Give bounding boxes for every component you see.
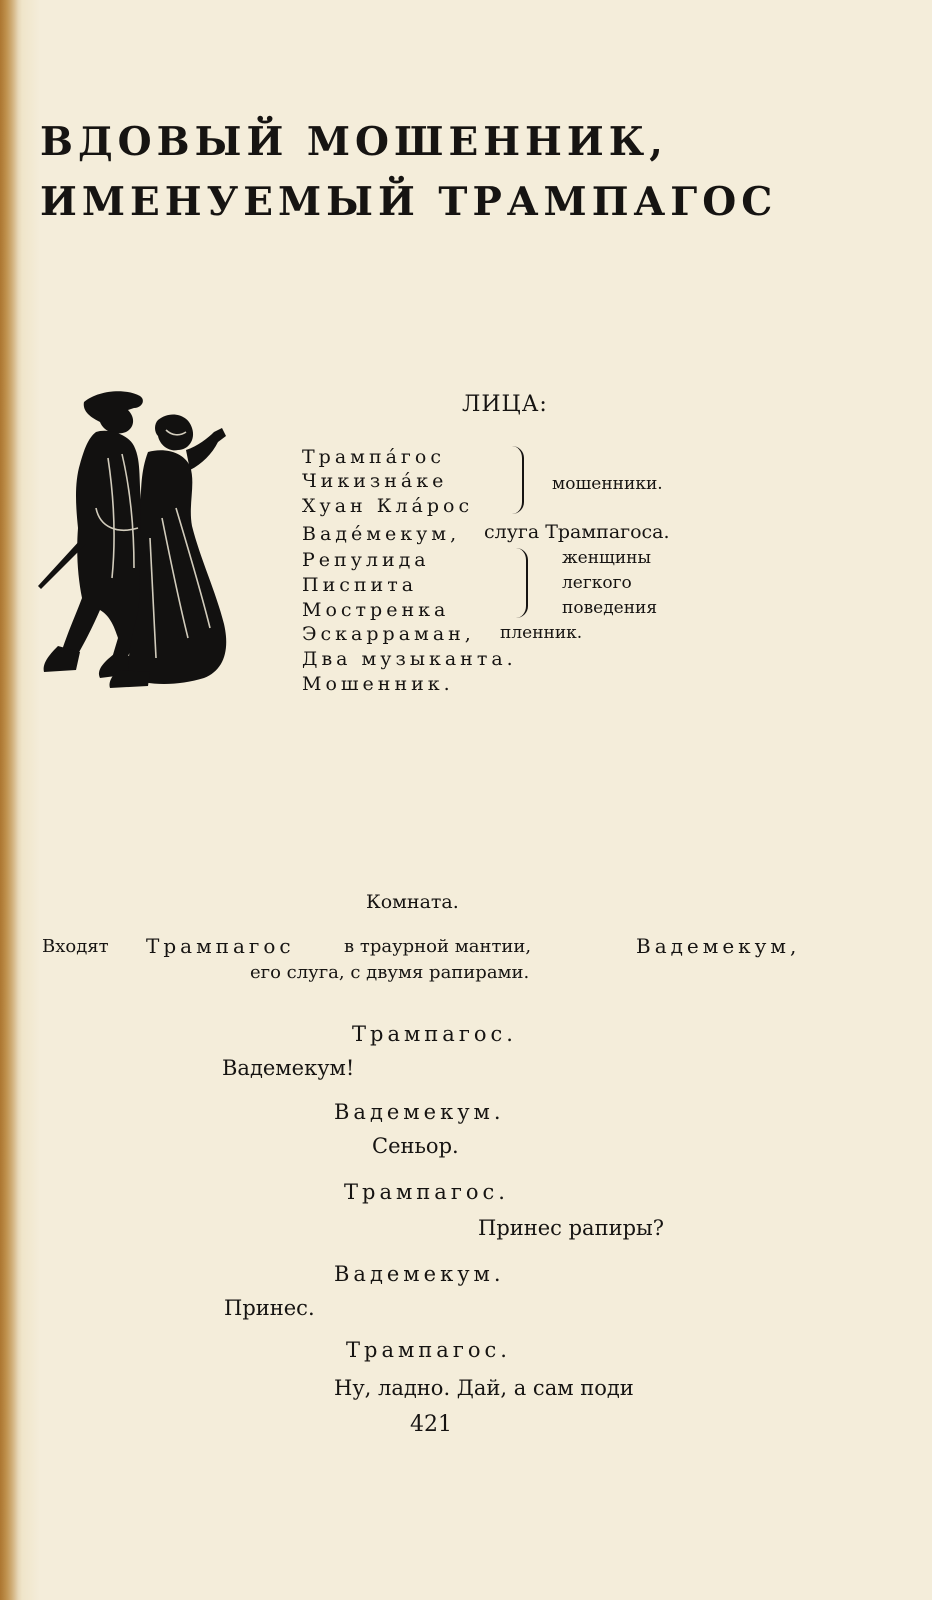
dramatis-personae-heading: ЛИЦА:	[462, 392, 548, 417]
line-brought: Принес.	[224, 1296, 315, 1320]
title-line-2: ИМЕНУЕМЫЙ ТРАМПАГОС	[40, 179, 778, 225]
vademekum-note: слуга Трампагоса.	[484, 521, 670, 543]
line-senor: Сеньор.	[372, 1134, 459, 1158]
character-rogue: Мошенник.	[302, 673, 454, 695]
stage-direction-trampagos: Трампагос	[146, 934, 295, 958]
character-juan-klaros: Хуан Кла́рос	[302, 495, 474, 517]
stage-direction-servant: его слуга, с двумя рапирами.	[250, 962, 530, 983]
line-well-give: Ну, ладно. Дай, а сам поди	[334, 1376, 634, 1400]
play-title	[40, 112, 777, 232]
eskarraman-note: пленник.	[500, 623, 583, 643]
page-edge	[0, 0, 22, 1600]
women-note-3: поведения	[562, 598, 658, 618]
speaker-trampagos-3: Трампагос.	[346, 1338, 511, 1362]
character-trampagos: Трампа́гос	[302, 446, 445, 468]
line-vademekum-call: Вадемекум!	[222, 1056, 355, 1080]
character-eskarraman: Эскарраман,	[302, 623, 475, 645]
character-repulida: Репулида	[302, 549, 430, 571]
character-musicians: Два музыканта.	[302, 648, 517, 670]
women-note-1: женщины	[562, 548, 652, 568]
character-pispita: Писпита	[302, 574, 418, 596]
character-vademekum: Ваде́мекум,	[302, 523, 461, 545]
stage-direction-vademekum: Вадемекум,	[636, 934, 801, 958]
rogues-note: мошенники.	[552, 474, 663, 494]
brace-women	[516, 548, 528, 618]
brace-rogues	[512, 446, 524, 514]
women-note-2: легкого	[562, 573, 632, 593]
stage-direction-enter: Входят	[42, 936, 109, 957]
character-chikiznake: Чикизна́ке	[302, 470, 448, 492]
page-number: 421	[410, 1412, 452, 1437]
speaker-vademekum-2: Вадемекум.	[334, 1262, 505, 1286]
title-line-1: ВДОВЫЙ МОШЕННИК,	[40, 119, 668, 165]
line-brought-rapiers: Принес рапиры?	[478, 1216, 664, 1240]
character-mostrenka: Мостренка	[302, 599, 450, 621]
stage-direction-mantle: в траурной мантии,	[344, 936, 532, 957]
speaker-trampagos-2: Трампагос.	[344, 1180, 509, 1204]
dancing-couple-illustration	[38, 388, 238, 698]
scene-location: Комната.	[366, 891, 459, 913]
speaker-vademekum-1: Вадемекум.	[334, 1100, 505, 1124]
speaker-trampagos-1: Трампагос.	[352, 1022, 517, 1046]
